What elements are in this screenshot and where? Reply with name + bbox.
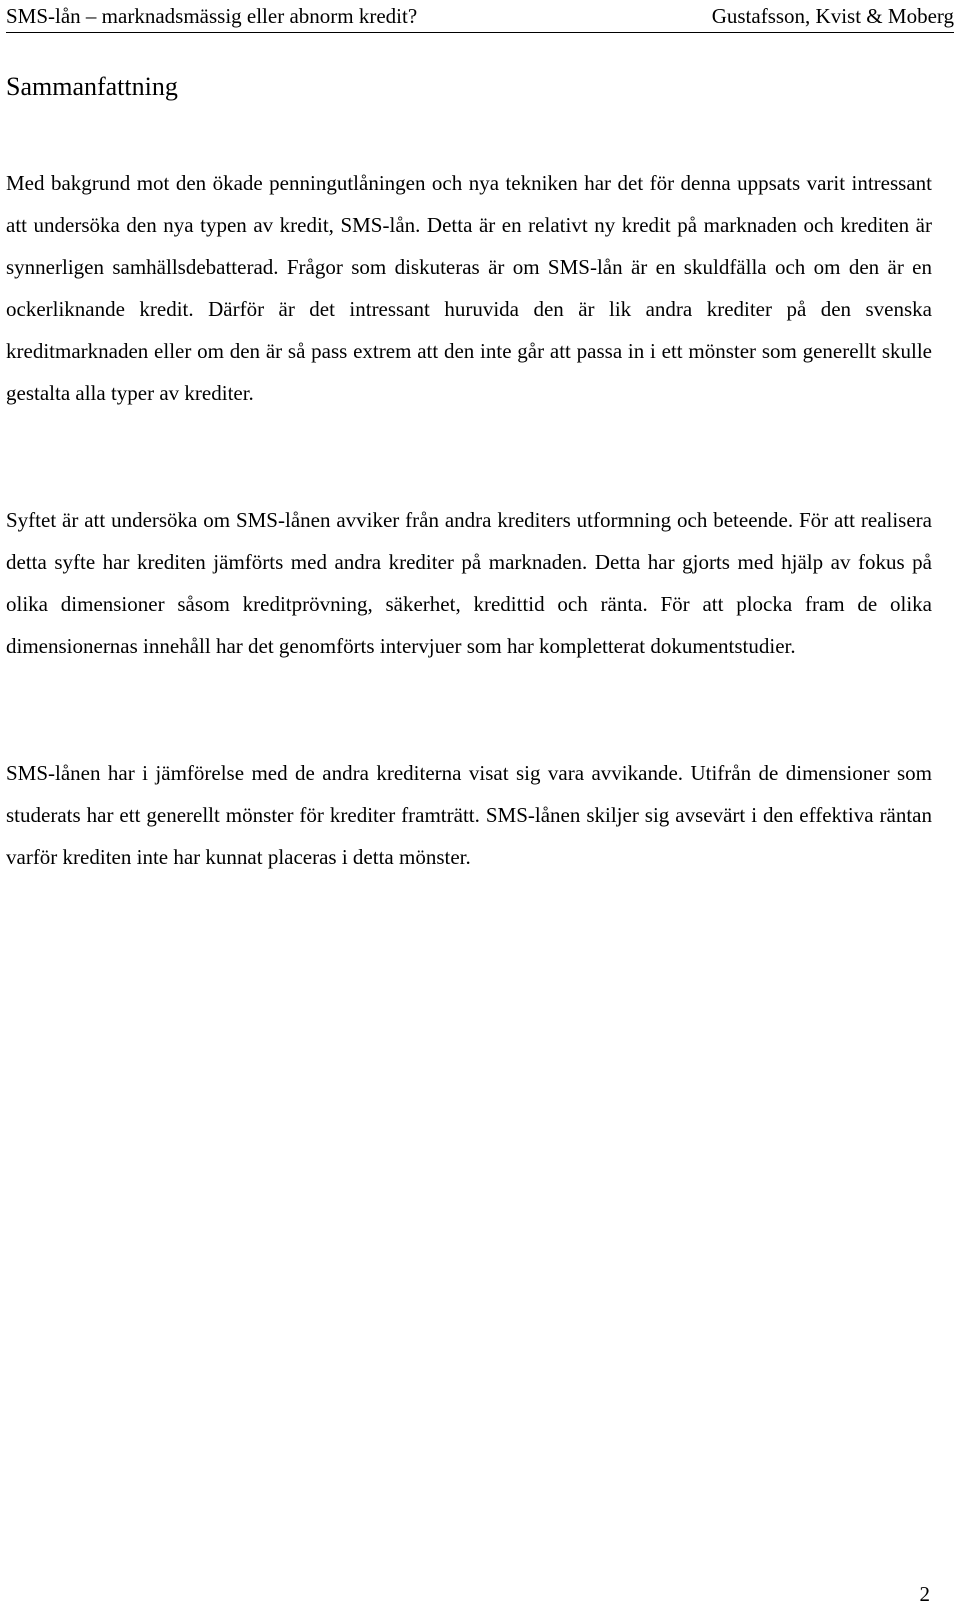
paragraph-background: Med bakgrund mot den ökade penningutlåningen och nya tekniken har det för denna uppsats varit intressant att undersöka den nya typen av kredit, SMS-lån. Detta är en relativt ny kredit på marknaden och krediten är synnerligen samhällsdebatterad. Frågor som diskuteras är om SMS-lån är en skuldfälla och om den är en ockerliknande kredit. Därför är det intressant huruvida den är lik andra krediter på den svenska kreditmarknaden eller om den är så pass extrem att den inte går att passa in i ett mönster som generellt skulle gestalta alla typer av krediter. — [6, 171, 932, 405]
page-number: 2 — [919, 1582, 930, 1606]
header-title: SMS-lån – marknadsmässig eller abnorm kredit? — [6, 4, 418, 28]
section-title: Sammanfattning — [6, 72, 178, 101]
running-header — [6, 2, 954, 33]
paragraph-conclusion: SMS-lånen har i jämförelse med de andra krediterna visat sig vara avvikande. Utifrån de dimensioner som studerats har ett generellt mönster för krediter framträtt. SMS-lånen skiljer sig avsevärt i den effektiva räntan varför krediten inte har kunnat placeras i detta mönster. — [6, 761, 932, 869]
header-authors: Gustafsson, Kvist & Moberg — [711, 4, 954, 28]
paragraph-purpose: Syftet är att undersöka om SMS-lånen avviker från andra krediters utformning och beteende. För att realisera detta syfte har krediten jämförts med andra krediter på marknaden. Detta har gjorts med hjälp av fokus på olika dimensioner såsom kreditprövning, säkerhet, kredittid och ränta. För att plocka fram de olika dimensionernas innehåll har det genomförts intervjuer som har kompletterat dokumentstudier. — [6, 508, 932, 658]
